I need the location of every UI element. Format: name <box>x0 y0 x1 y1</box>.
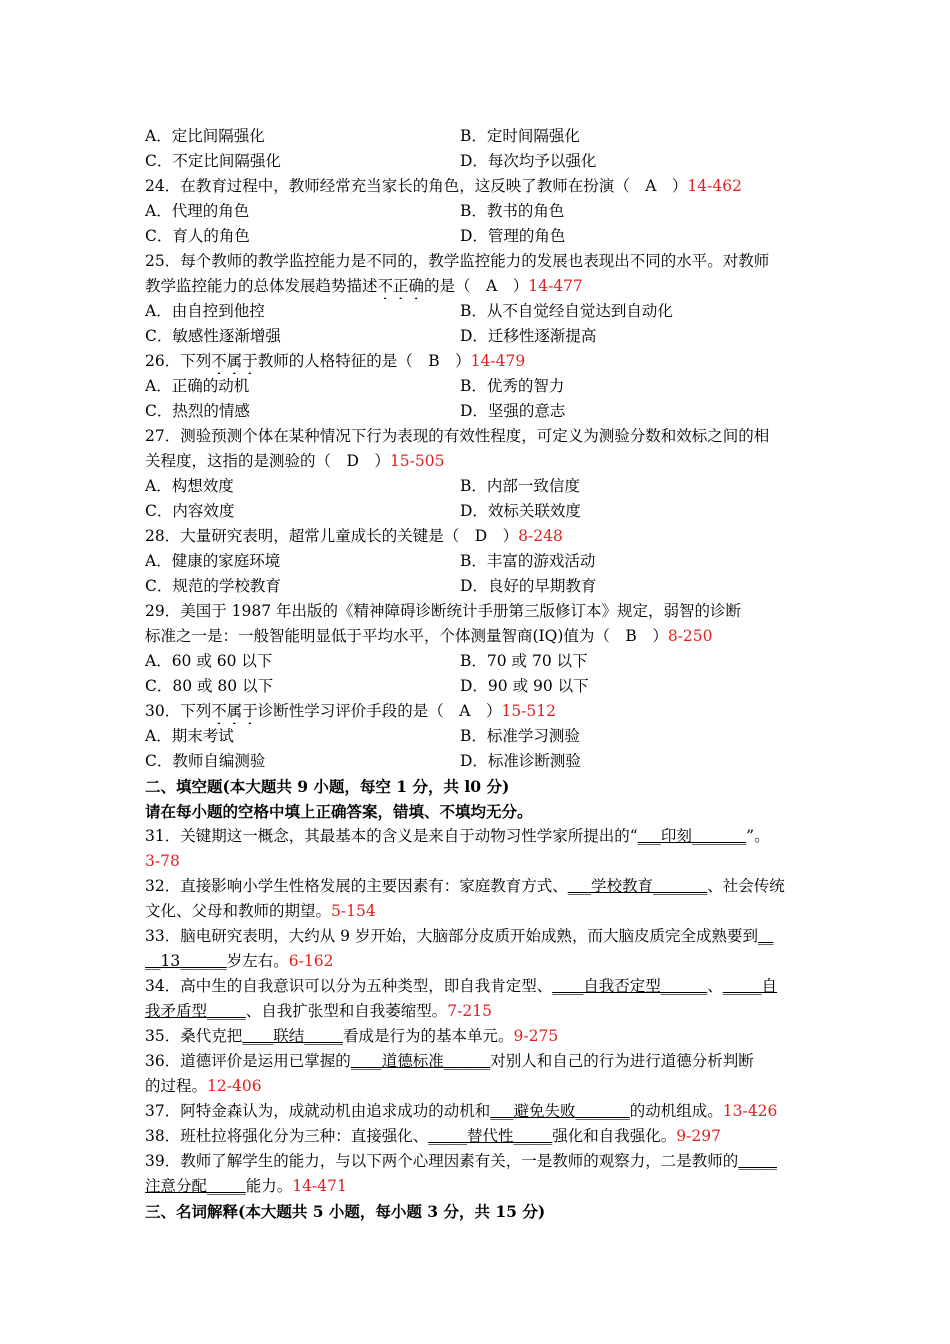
option-c: C．内容效度 <box>145 502 235 520</box>
question-text: 37．阿特金森认为，成就动机由追求成功的动机和 <box>145 1102 491 1120</box>
page-reference: 8-250 <box>667 627 713 645</box>
emphasized-text: 不正确 <box>377 277 425 295</box>
question-text: 24．在教育过程中，教师经常充当家长的角色，这反映了教师在扮演（ A ） <box>145 177 688 195</box>
answer-blank: _____ <box>738 1152 777 1170</box>
question-text: 关程度，这指的是测验的（ D ） <box>145 452 390 470</box>
section-2-title: 二、填空题(本大题共 9 小题，每空 1 分，共 l0 分) <box>145 777 510 796</box>
question-36-line-2 <box>145 1074 813 1099</box>
option-b: B．教书的角色 <box>460 202 565 220</box>
page-reference: 5-154 <box>331 902 376 920</box>
question-text: 标准之一是：一般智能明显低于平均水平，个体测量智商(IQ)值为（ B ） <box>145 627 668 645</box>
page-reference: 8-248 <box>518 527 563 545</box>
section-2-instruction: 请在每小题的空格中填上正确答案，错填、不填均无分。 <box>145 802 533 821</box>
option-c: C．教师自编测验 <box>145 752 266 770</box>
answer-blank: ____道德标准______ <box>350 1052 491 1070</box>
answer-blank: ___学校教育_______ <box>567 877 708 895</box>
option-a: A．定比间隔强化 <box>145 127 265 145</box>
option-row <box>145 124 813 149</box>
question-text: 25．每个教师的教学监控能力是不同的，教学监控能力的发展也表现出不同的水平。对教师 <box>145 252 770 270</box>
option-b: B．70 或 70 以下 <box>460 652 588 670</box>
page-reference: 15-505 <box>389 452 445 470</box>
question-25-line-2 <box>145 274 813 299</box>
option-row <box>145 199 813 224</box>
question-text: 对别人和自己的行为进行道德分析判断 <box>490 1052 754 1070</box>
question-text: 能力。 <box>245 1177 293 1195</box>
question-32-line-2 <box>145 899 813 924</box>
option-row <box>145 499 813 524</box>
question-text: 、自我扩张型和自我萎缩型。 <box>245 1002 448 1020</box>
option-b: B．从不自觉经自觉达到自动化 <box>460 302 673 320</box>
question-25-line-1 <box>145 249 813 274</box>
question-26 <box>145 349 813 374</box>
section-3-title: 三、名词解释(本大题共 5 小题，每小题 3 分，共 15 分) <box>145 1202 546 1221</box>
question-text: 教师的人格特征的是（ B ） <box>257 352 471 370</box>
answer-blank: __ <box>757 927 774 945</box>
option-row <box>145 224 813 249</box>
question-text: 强化和自我强化。 <box>552 1127 677 1145</box>
question-27-line-1 <box>145 424 813 449</box>
option-row <box>145 299 813 324</box>
answer-blank: 注意分配_____ <box>145 1177 246 1195</box>
option-row <box>145 674 813 699</box>
option-a: A．期末考试 <box>145 727 234 745</box>
option-a: A．由自控到他控 <box>145 302 265 320</box>
question-text: 38．班杜拉将强化分为三种：直接强化、 <box>145 1127 429 1145</box>
option-a: A．构想效度 <box>145 477 234 495</box>
answer-blank: _____自 <box>722 977 778 995</box>
question-39-line-2 <box>145 1174 813 1199</box>
option-row <box>145 724 813 749</box>
question-text: 、 <box>707 977 723 995</box>
page-reference: 9-275 <box>513 1027 559 1045</box>
question-text: 28．大量研究表明，超常儿童成长的关键是（ D ） <box>145 527 519 545</box>
option-d: D．每次均予以强化 <box>460 152 597 170</box>
page-reference: 14-477 <box>528 277 583 295</box>
page-reference: 3-78 <box>145 852 180 870</box>
option-b: B．丰富的游戏活动 <box>460 552 596 570</box>
question-text: 的是（ A ） <box>424 277 529 295</box>
answer-blank: ___避免失败_______ <box>490 1102 630 1120</box>
option-d: D．效标关联效度 <box>460 502 581 520</box>
option-row <box>145 149 813 174</box>
question-text: 31．关键期这一概念，其最基本的含义是来自于动物习性学家所提出的“ <box>145 827 638 845</box>
page-reference: 9-297 <box>676 1127 721 1145</box>
question-32 <box>145 874 813 899</box>
option-row <box>145 649 813 674</box>
question-27-line-2 <box>145 449 813 474</box>
option-row <box>145 324 813 349</box>
question-36 <box>145 1049 813 1074</box>
question-30 <box>145 699 813 724</box>
question-31 <box>145 824 813 849</box>
question-34 <box>145 974 813 999</box>
option-b: B．内部一致信度 <box>460 477 580 495</box>
option-d: D．迁移性逐渐提高 <box>460 327 597 345</box>
answer-blank: ____自我否定型______ <box>552 977 708 995</box>
question-text: 的过程。 <box>145 1077 208 1095</box>
question-text: 32．直接影响小学生性格发展的主要因素有：家庭教育方式、 <box>145 877 568 895</box>
option-row <box>145 549 813 574</box>
option-d: D．坚强的意志 <box>460 402 566 420</box>
question-29-line-1 <box>145 599 813 624</box>
question-39 <box>145 1149 813 1174</box>
answer-blank: ___印刻_______ <box>637 827 747 845</box>
question-text: 诊断性学习评价手段的是（ A ） <box>257 702 502 720</box>
answer-blank: __13______ <box>145 952 227 970</box>
option-d: D．90 或 90 以下 <box>460 677 589 695</box>
page-reference: 14-462 <box>687 177 742 195</box>
option-c: C．不定比间隔强化 <box>145 152 281 170</box>
question-text: 教学监控能力的总体发展趋势描述 <box>145 277 378 295</box>
option-c: C．规范的学校教育 <box>145 577 281 595</box>
question-text: 27．测验预测个体在某种情况下行为表现的有效性程度，可定义为测验分数和效标之间的相 <box>145 427 770 445</box>
answer-blank: ____联结_____ <box>242 1027 343 1045</box>
option-d: D．良好的早期教育 <box>460 577 597 595</box>
emphasized-text: 不属于 <box>211 702 258 720</box>
page-reference: 12-406 <box>207 1077 262 1095</box>
question-text: 30．下列 <box>145 702 212 720</box>
question-29-line-2 <box>145 624 813 649</box>
exam-content <box>145 124 813 1224</box>
answer-blank: _____替代性_____ <box>428 1127 553 1145</box>
option-a: A．正确的动机 <box>145 377 250 395</box>
option-b: B．优秀的智力 <box>460 377 565 395</box>
option-row <box>145 399 813 424</box>
question-34-line-2 <box>145 999 813 1024</box>
question-35 <box>145 1024 813 1049</box>
question-text: 26．下列 <box>145 352 212 370</box>
question-text: 35．桑代克把 <box>145 1027 243 1045</box>
page-reference: 13-426 <box>722 1102 778 1120</box>
page-reference: 15-512 <box>501 702 556 720</box>
question-28 <box>145 524 813 549</box>
question-text: 36．道德评价是运用已掌握的 <box>145 1052 351 1070</box>
question-text: 33．脑电研究表明，大约从 9 岁开始，大脑部分皮质开始成熟，而大脑皮质完全成熟要到 <box>145 927 758 945</box>
question-text: ”。 <box>746 827 770 845</box>
question-text: 看成是行为的基本单元。 <box>343 1027 514 1045</box>
question-text: 岁左右。 <box>226 952 289 970</box>
answer-blank: 我矛盾型_____ <box>145 1002 246 1020</box>
option-c: C．热烈的情感 <box>145 402 250 420</box>
option-c: C．80 或 80 以下 <box>145 677 274 695</box>
option-a: A．健康的家庭环境 <box>145 552 281 570</box>
option-a: A．代理的角色 <box>145 202 250 220</box>
option-c: C．敏感性逐渐增强 <box>145 327 281 345</box>
question-24 <box>145 174 813 199</box>
question-37 <box>145 1099 813 1124</box>
question-text: 、社会传统 <box>707 877 785 895</box>
question-text: 29．美国于 1987 年出版的《精神障碍诊断统计手册第三版修订本》规定，弱智的诊断 <box>145 602 742 620</box>
option-row <box>145 574 813 599</box>
question-text: 文化、父母和教师的期望。 <box>145 902 332 920</box>
option-row <box>145 374 813 399</box>
page-reference: 7-215 <box>447 1002 492 1020</box>
page-reference: 14-479 <box>470 352 526 370</box>
option-a: A．60 或 60 以下 <box>145 652 273 670</box>
page-reference: 6-162 <box>288 952 334 970</box>
option-c: C．育人的角色 <box>145 227 250 245</box>
option-d: D．标准诊断测验 <box>460 752 581 770</box>
emphasized-text: 不属于 <box>211 352 258 370</box>
question-33-line-2 <box>145 949 813 974</box>
question-33 <box>145 924 813 949</box>
question-text: 34．高中生的自我意识可以分为五种类型，即自我肯定型、 <box>145 977 553 995</box>
question-text: 的动机组成。 <box>629 1102 723 1120</box>
option-row <box>145 474 813 499</box>
question-text: 39．教师了解学生的能力，与以下两个心理因素有关，一是教师的观察力，二是教师的 <box>145 1152 739 1170</box>
question-38 <box>145 1124 813 1149</box>
question-31-ref-line <box>145 849 813 874</box>
option-d: D．管理的角色 <box>460 227 566 245</box>
option-row <box>145 749 813 774</box>
option-b: B．定时间隔强化 <box>460 127 580 145</box>
page-reference: 14-471 <box>292 1177 347 1195</box>
option-b: B．标准学习测验 <box>460 727 580 745</box>
